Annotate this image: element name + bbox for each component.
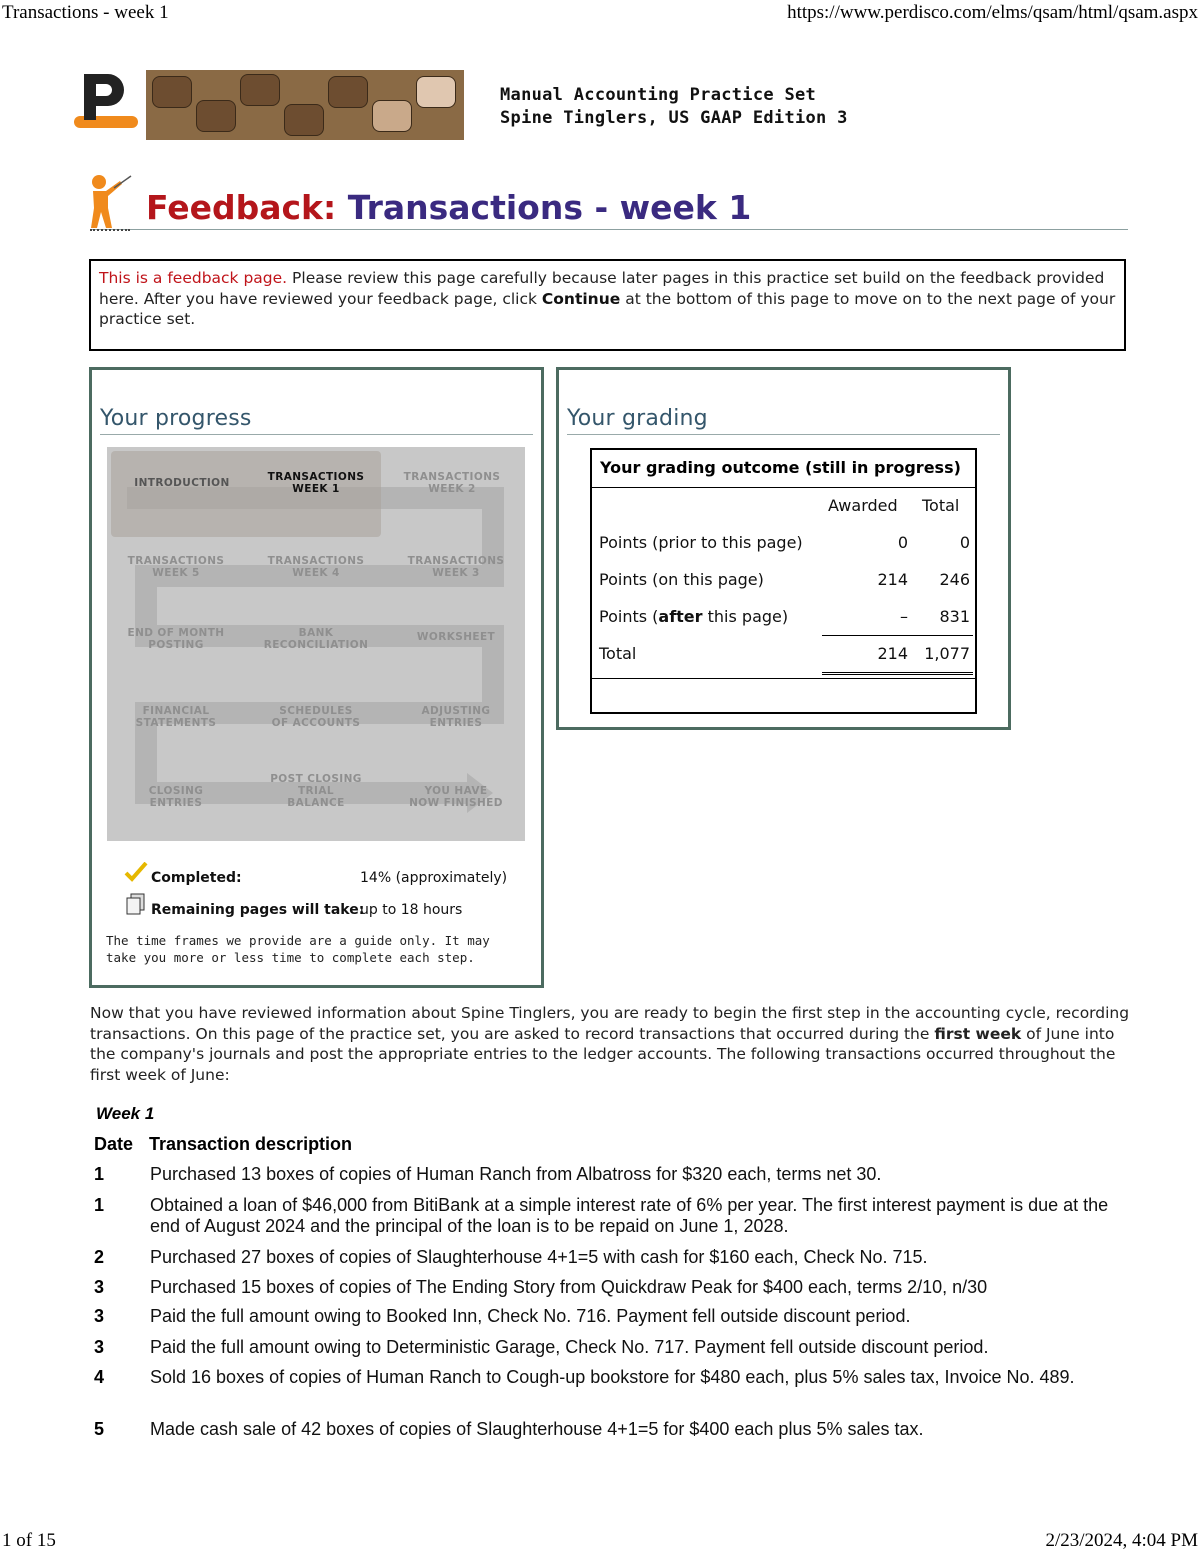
- print-footer-date: 2/23/2024, 4:04 PM: [1045, 1530, 1198, 1551]
- row-after-total: 831: [939, 607, 970, 626]
- week-label: Week 1: [96, 1104, 155, 1123]
- progress-step: END OF MONTH POSTING: [127, 627, 225, 651]
- progress-step: TRANSACTIONS WEEK 5: [127, 555, 225, 579]
- notice-text-1: Please review this page carefully because later pages in this practice set build on the feedback provided here. After you have reviewed your feedback page, click: [99, 269, 1105, 308]
- progress-step: BANK RECONCILIATION: [263, 627, 369, 651]
- progress-step: INTRODUCTION: [134, 477, 230, 489]
- time-frame-note: The time frames we provide are a guide only. It may take you more or less time to complete each step.: [106, 933, 490, 965]
- page-title-main: Transactions - week 1: [347, 188, 752, 227]
- notice-continue-word: Continue: [541, 289, 621, 308]
- table-bottom-rule: [592, 678, 975, 679]
- remaining-label: Remaining pages will take:: [151, 902, 365, 918]
- progress-step: SCHEDULES OF ACCOUNTS: [271, 705, 361, 729]
- page-title: [146, 188, 751, 227]
- completed-value: 14% (approximately): [360, 870, 508, 886]
- progress-title: Your progress: [100, 406, 252, 431]
- row-prior-label: Points (prior to this page): [599, 533, 803, 552]
- page-title-prefix: Feedback:: [146, 188, 337, 227]
- transaction-description: Sold 16 boxes of copies of Human Ranch to Cough-up bookstore for $480 each, plus 5% sales tax, Invoice No. 489.: [150, 1367, 1075, 1387]
- transaction-date: 1: [94, 1195, 105, 1215]
- print-footer-page: 1 of 15: [2, 1530, 56, 1551]
- progress-step: TRANSACTIONS WEEK 3: [407, 555, 505, 579]
- row-total-label: Total: [599, 644, 637, 663]
- progress-step: TRANSACTIONS WEEK 2: [403, 471, 501, 495]
- checkmark-icon: [124, 862, 148, 882]
- feedback-notice: [89, 259, 1126, 351]
- course-name: Manual Accounting Practice Set: [500, 85, 817, 105]
- puzzle-banner: [146, 70, 464, 140]
- grading-divider: [567, 434, 1000, 435]
- print-header-title: Transactions - week 1: [2, 2, 169, 23]
- col-total: Total: [922, 496, 960, 515]
- progress-map: [107, 447, 525, 841]
- transaction-description: Purchased 27 boxes of copies of Slaughterhouse 4+1=5 with cash for $160 each, Check No. 715.: [150, 1247, 928, 1267]
- course-title: [500, 84, 848, 130]
- transaction-description: Purchased 13 boxes of copies of Human Ranch from Albatross for $320 each, terms net 30.: [150, 1164, 882, 1184]
- title-divider: [90, 229, 1128, 230]
- row-this-label: Points (on this page): [599, 570, 764, 589]
- row-after-label: Points (after this page): [599, 607, 789, 626]
- intro-paragraph: Now that you have reviewed information about Spine Tinglers, you are ready to begin the first step in the accounting cycle, recording transactions. On this page of the practice set, you are asked to record transactions that occurred during the first week of June into the company's journals and post the appropriate entries to the ledger accounts. The following transactions occurred throughout the first week of June:: [90, 1004, 1130, 1084]
- row-total-total: 1,077: [924, 644, 970, 663]
- intro-bold: first week: [934, 1024, 1022, 1043]
- remaining-value: up to 18 hours: [360, 902, 463, 918]
- progress-step: FINANCIAL STATEMENTS: [135, 705, 217, 729]
- course-edition: Spine Tinglers, US GAAP Edition 3: [500, 108, 848, 128]
- transaction-date: 1: [94, 1164, 105, 1184]
- transaction-date: 2: [94, 1247, 105, 1267]
- transaction-description: Made cash sale of 42 boxes of copies of Slaughterhouse 4+1=5 for $400 each plus 5% sales tax.: [150, 1419, 924, 1439]
- title-dots: [90, 229, 130, 231]
- transaction-description: Purchased 15 boxes of copies of The Ending Story from Quickdraw Peak for $400 each, terms 2/10, n/30: [150, 1277, 988, 1297]
- print-header-url: https://www.perdisco.com/elms/qsam/html/qsam.aspx: [787, 2, 1198, 23]
- subtotal-rule: [822, 635, 973, 636]
- grading-title: Your grading: [567, 406, 708, 431]
- perdisco-logo-icon: [74, 70, 140, 132]
- row-total-awarded: 214: [877, 644, 908, 663]
- transaction-date: 5: [94, 1419, 105, 1439]
- row-prior-total: 0: [959, 533, 970, 552]
- transaction-description: Obtained a loan of $46,000 from BitiBank at a simple interest rate of 6% per year. The first interest payment is due at the end of August 2024 and the principal of the loan is to be repaid on June 1, 2028.: [150, 1195, 1109, 1236]
- transaction-date: 3: [94, 1337, 105, 1357]
- row-this-total: 246: [939, 570, 970, 589]
- row-prior-awarded: 0: [897, 533, 908, 552]
- notice-text-2: at the bottom of this page to move on to the next page of your practice set.: [99, 289, 1116, 328]
- progress-step: YOU HAVE NOW FINISHED: [409, 785, 503, 809]
- progress-step: TRANSACTIONS WEEK 1: [267, 471, 365, 495]
- progress-step: ADJUSTING ENTRIES: [421, 705, 491, 729]
- progress-step: TRANSACTIONS WEEK 4: [267, 555, 365, 579]
- notice-highlight: This is a feedback page.: [99, 269, 288, 287]
- transaction-description: Paid the full amount owing to Deterministic Garage, Check No. 717. Payment fell outside discount period.: [150, 1337, 989, 1357]
- presenter-icon: [84, 174, 134, 230]
- row-after-awarded: –: [900, 607, 908, 626]
- col-desc-header: Transaction description: [149, 1134, 353, 1154]
- row-this-awarded: 214: [877, 570, 908, 589]
- grading-table: [590, 448, 977, 714]
- progress-step: CLOSING ENTRIES: [148, 785, 204, 809]
- progress-step: WORKSHEET: [416, 631, 496, 643]
- pages-icon: [125, 893, 147, 915]
- transaction-date: 3: [94, 1306, 105, 1326]
- grading-table-title: Your grading outcome (still in progress): [592, 450, 975, 488]
- progress-step: POST CLOSING TRIAL BALANCE: [270, 773, 362, 809]
- transaction-date: 4: [94, 1367, 105, 1387]
- transaction-date: 3: [94, 1277, 105, 1297]
- col-awarded: Awarded: [828, 496, 898, 515]
- completed-label: Completed:: [151, 870, 242, 886]
- progress-divider: [100, 434, 533, 435]
- col-date-header: Date: [94, 1134, 134, 1154]
- transaction-description: Paid the full amount owing to Booked Inn, Check No. 716. Payment fell outside discount period.: [150, 1306, 911, 1326]
